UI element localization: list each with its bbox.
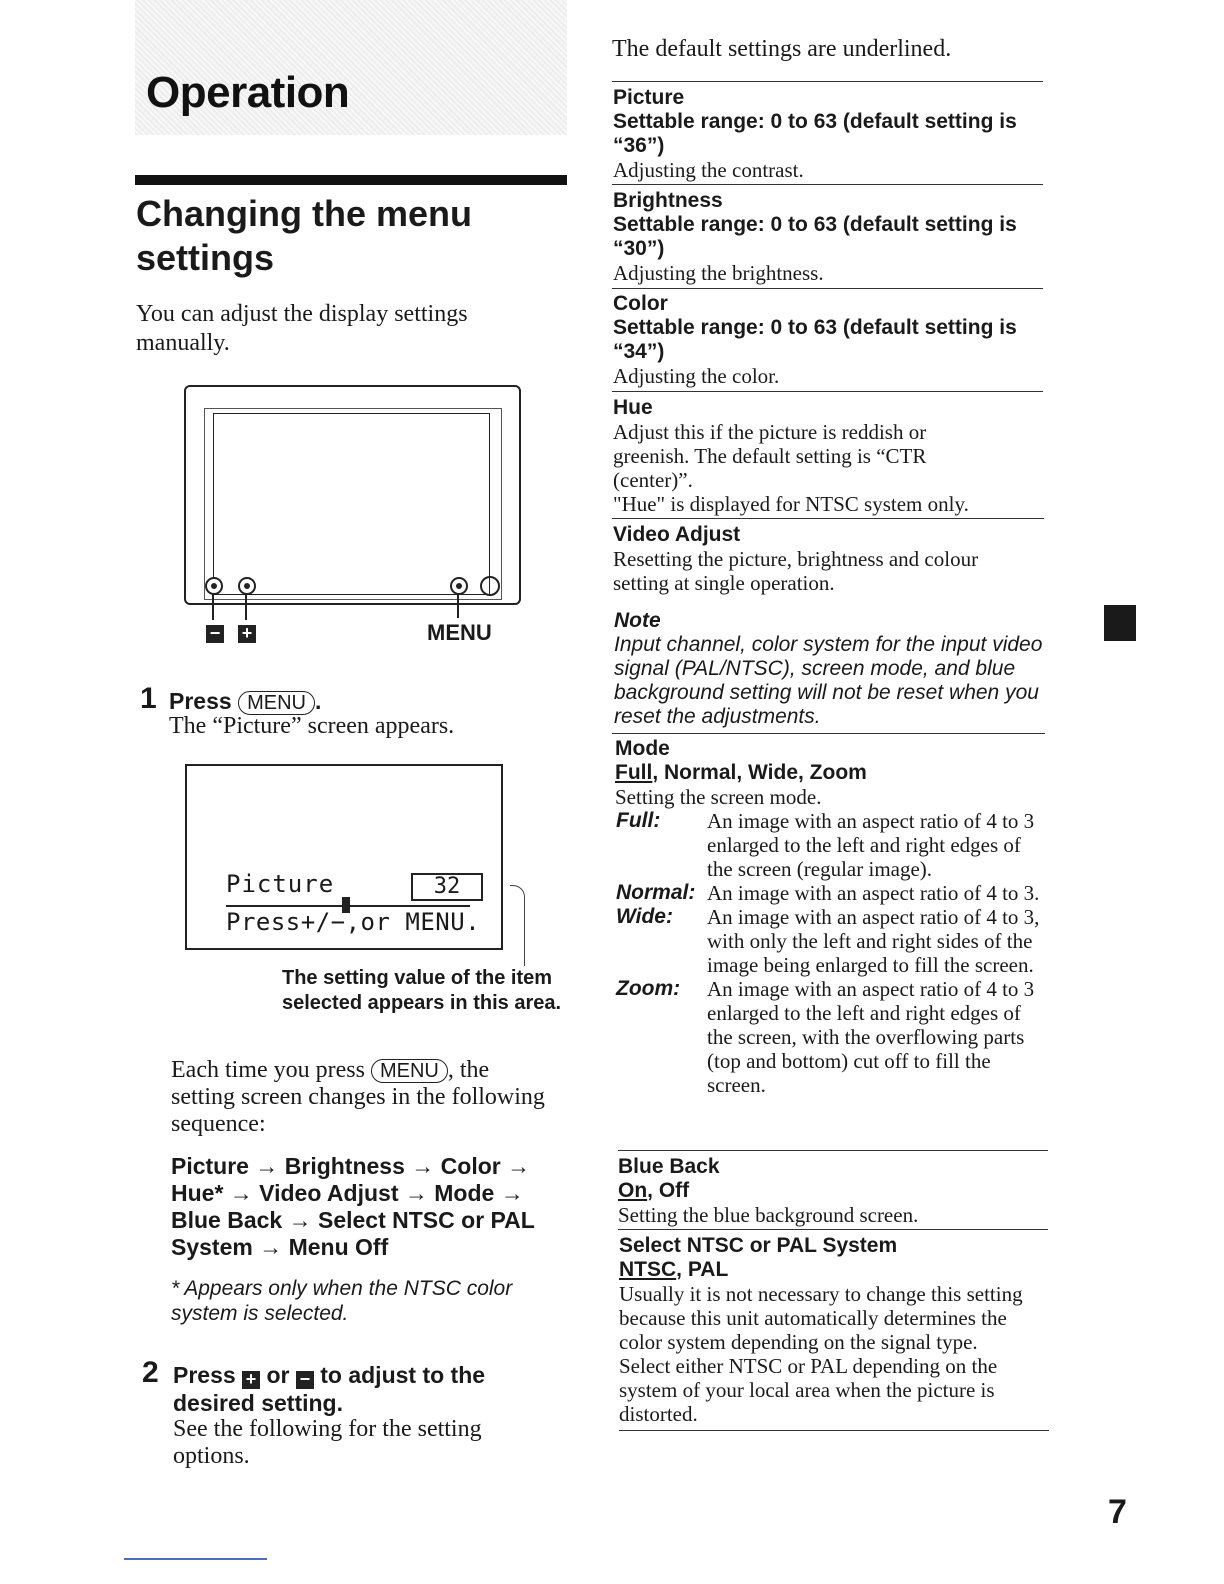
setting-desc: Setting the screen mode. [615, 785, 822, 809]
mode-item: Zoom: An image with an aspect ratio of 4 to 3 enlarged to the left and right edges of the screen, with the overflowing parts (top and bottom) cut off to fill the screen. [616, 977, 1035, 1097]
step-2-title: Press + or − to adjust to the desired setting. [173, 1362, 486, 1416]
divider [612, 733, 1045, 734]
setting-ntsc-pal [619, 1234, 1039, 1426]
setting-title: Hue [613, 396, 653, 419]
minus-icon: − [206, 625, 224, 643]
setting-options: Full, Normal, Wide, Zoom [615, 761, 867, 784]
osd-caption: The setting value of the item selected appears in this area. [282, 967, 562, 1014]
setting-blue-back [618, 1155, 1048, 1227]
sequence-intro: Each time you press MENU , the setting screen changes in the following sequence: [171, 1057, 545, 1137]
step-1-title: Press MENU . [169, 688, 322, 714]
page-number: 7 [1108, 1493, 1127, 1531]
setting-range: Settable range: 0 to 63 (default setting is “30”) [613, 213, 1017, 260]
setting-video-adjust [613, 523, 1033, 595]
setting-title: Mode [615, 737, 670, 760]
step-number: 2 [142, 1356, 159, 1389]
setting-desc: Adjust this if the picture is reddish or greenish. The default setting is “CTR (center)”. [613, 420, 927, 492]
note-block [614, 609, 1044, 729]
leader-line [245, 594, 247, 620]
setting-title: Blue Back [618, 1155, 720, 1178]
mode-item: Wide: An image with an aspect ratio of 4 to 3, with only the left and right sides of the image being enlarged to fill the screen. [616, 905, 1040, 977]
page-title: Changing the menu settings [136, 193, 472, 278]
footer-line [124, 1558, 267, 1560]
mode-list [616, 809, 1048, 1097]
setting-desc: Resetting the picture, brightness and colour setting at single operation. [613, 547, 979, 595]
step-1-result: The “Picture” screen appears. [169, 713, 455, 739]
divider [612, 184, 1043, 185]
divider [619, 1430, 1049, 1431]
setting-desc: Setting the blue background screen. [618, 1203, 919, 1227]
menu-caption: MENU [427, 620, 492, 645]
callout-line [510, 885, 525, 966]
setting-range: Settable range: 0 to 63 (default setting is “36”) [613, 110, 1017, 157]
divider [618, 1229, 1048, 1230]
menu-button-knob[interactable] [450, 577, 468, 595]
menu-key-icon: MENU [371, 1059, 448, 1083]
step-1-press: Press [169, 688, 232, 714]
setting-title: Video Adjust [613, 523, 741, 546]
setting-range: Settable range: 0 to 63 (default setting is “34”) [613, 316, 1017, 363]
divider [612, 518, 1044, 519]
setting-desc-note: "Hue" is displayed for NTSC system only. [613, 492, 969, 516]
default-note: The default settings are underlined. [612, 36, 952, 62]
mode-item: Full: An image with an aspect ratio of 4 to 3 enlarged to the left and right edges of the screen (regular image). [616, 809, 1035, 881]
intro-text: You can adjust the display settings manually. [136, 301, 468, 356]
setting-title: Brightness [613, 189, 723, 212]
setting-desc: Usually it is not necessary to change this setting because this unit automatically determines the color system depending on the signal type. Select either NTSC or PAL depending on the system of your local area when the picture is distorted. [619, 1282, 1023, 1426]
menu-key-icon: MENU [238, 691, 315, 715]
divider [612, 391, 1043, 392]
setting-hue [613, 396, 1033, 516]
plus-icon: + [242, 1371, 260, 1389]
footnote: * Appears only when the NTSC color system is selected. [171, 1277, 513, 1325]
leader-line [212, 594, 214, 620]
divider [612, 81, 1043, 82]
osd-hint: Press+/−,or MENU. [226, 908, 481, 936]
setting-desc: Adjusting the color. [613, 364, 780, 388]
divider [612, 288, 1043, 289]
setting-desc: Adjusting the contrast. [613, 158, 804, 182]
setting-brightness [613, 189, 1043, 285]
leader-line [457, 594, 459, 618]
note-title: Note [614, 609, 661, 632]
setting-mode [615, 737, 1047, 809]
heading-rule [135, 175, 567, 185]
setting-title: Picture [613, 86, 685, 109]
osd-label: Picture [226, 870, 335, 898]
setting-title: Color [613, 292, 668, 315]
step-2-body: See the following for the setting options. [173, 1416, 482, 1469]
section-title: Operation [146, 68, 350, 117]
step-number: 1 [140, 682, 157, 715]
divider [618, 1150, 1048, 1151]
osd-value: 32 [411, 873, 483, 901]
setting-options: NTSC, PAL [619, 1258, 729, 1281]
plus-icon: + [238, 625, 256, 643]
setting-desc: Adjusting the brightness. [613, 261, 824, 285]
section-tab-marker [1104, 605, 1136, 641]
setting-picture [613, 86, 1043, 182]
minus-icon: − [296, 1371, 314, 1389]
menu-sequence: Picture → Brightness → Color → Hue* → Video Adjust → Mode → Blue Back → Select NTSC or PAL System → Menu Off [171, 1153, 535, 1260]
setting-options: On, Off [618, 1179, 690, 1202]
plus-button-knob[interactable] [238, 577, 256, 595]
setting-color [613, 292, 1043, 388]
setting-title: Select NTSC or PAL System [619, 1234, 898, 1257]
mode-item: Normal: An image with an aspect ratio of 4 to 3. [616, 881, 1040, 905]
note-text: Input channel, color system for the input video signal (PAL/NTSC), screen mode, and blue background setting will not be reset when you reset the adjustments. [614, 633, 1043, 728]
monitor-screen [213, 413, 490, 595]
minus-button-knob[interactable] [205, 577, 223, 595]
power-button[interactable] [480, 576, 500, 596]
